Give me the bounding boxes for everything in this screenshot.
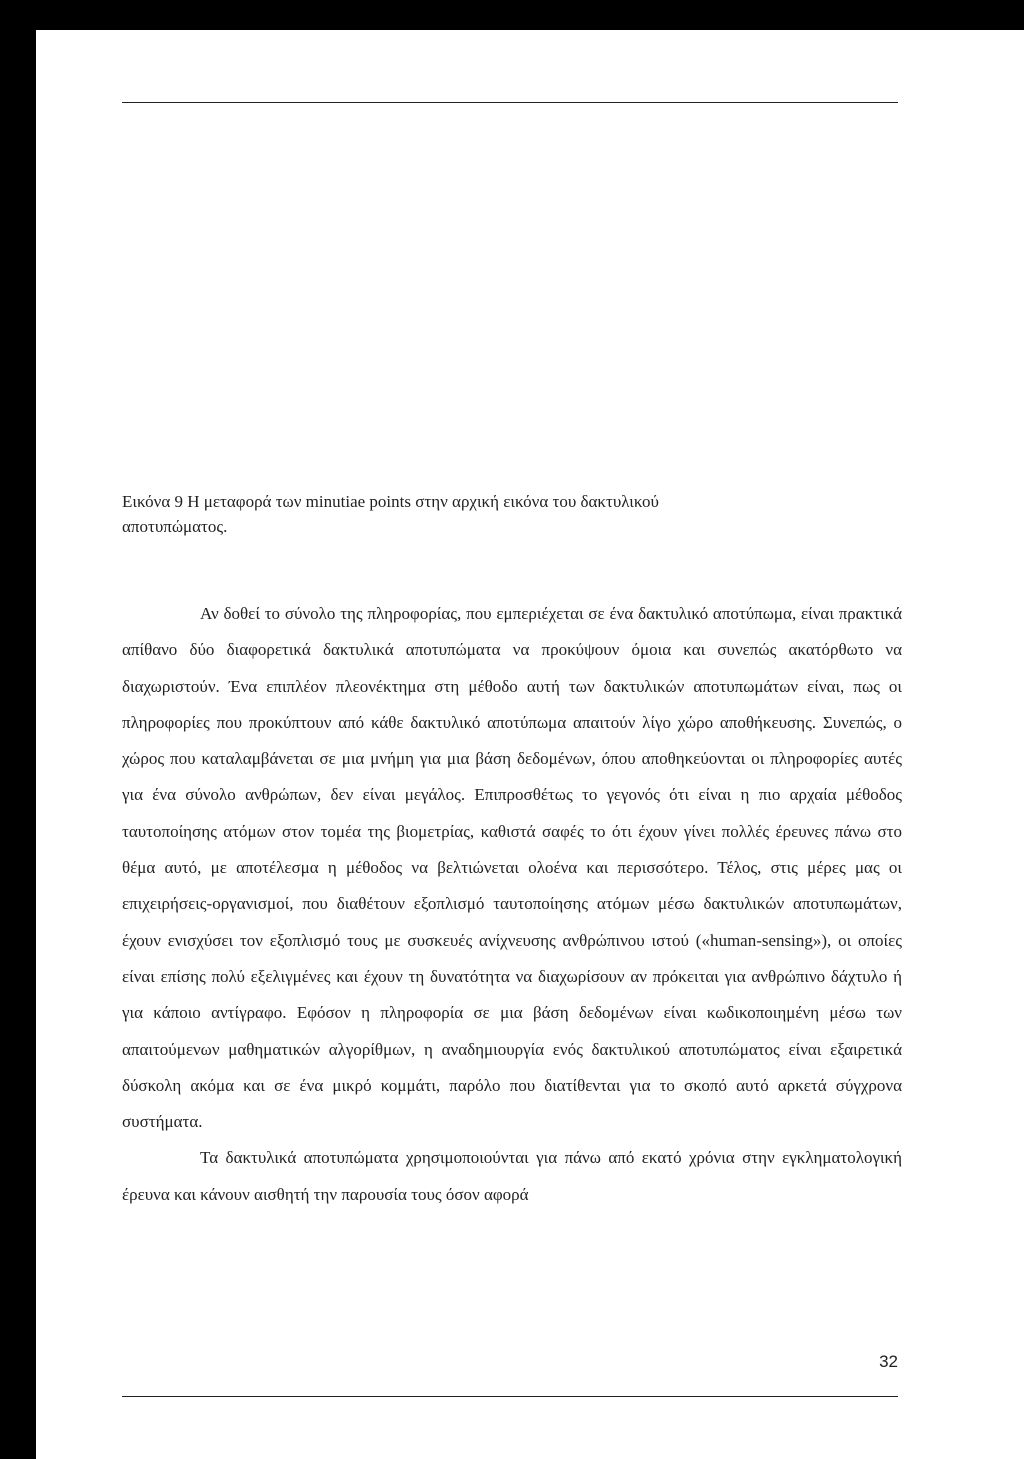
footer-rule: [122, 1396, 898, 1397]
paragraph-2: Τα δακτυλικά αποτυπώματα χρησιμοποιούνται για πάνω από εκατό χρόνια στην εγκληματολογική έρευνα και κάνουν αισθητή την παρουσία τους όσον αφορά: [122, 1148, 902, 1204]
caption-line-2: αποτυπώματος.: [122, 517, 228, 536]
caption-line-1: Εικόνα 9 Η μεταφορά των minutiae points στην αρχική εικόνα του δακτυλικού: [122, 492, 659, 511]
header-rule: [122, 102, 898, 103]
page-number: 32: [879, 1352, 898, 1371]
document-page: [36, 30, 1024, 1459]
figure-caption: [122, 489, 902, 539]
body-text: [122, 596, 902, 1213]
paragraph-1: Αν δοθεί το σύνολο της πληροφορίας, που εμπεριέχεται σε ένα δακτυλικό αποτύπωμα, είναι πρακτικά απίθανο δύο διαφορετικά δακτυλικά αποτυπώματα να προκύψουν όμοια και συνεπώς ακατόρθωτο να διαχωριστούν. Ένα επιπλέον πλεονέκτημα στη μέθοδο αυτή των δακτυλικών αποτυπωμάτων είναι, πως οι πληροφορίες που προκύπτουν από κάθε δακτυλικό αποτύπωμα απαιτούν λίγο χώρο αποθήκευσης. Συνεπώς, ο χώρος που καταλαμβάνεται σε μια μνήμη για μια βάση δεδομένων, όπου αποθηκεύονται οι πληροφορίες αυτές για ένα σύνολο ανθρώπων, δεν είναι μεγάλος. Επιπροσθέτως το γεγονός ότι είναι η πιο αρχαία μέθοδος ταυτοποίησης ατόμων στον τομέα της βιομετρίας, καθιστά σαφές το ότι έχουν γίνει πολλές έρευνες πάνω στο θέμα αυτό, με αποτέλεσμα η μέθοδος να βελτιώνεται ολοένα και περισσότερο. Τέλος, στις μέρες μας οι επιχειρήσεις-οργανισμοί, που διαθέτουν εξοπλισμό ταυτοποίησης ατόμων μέσω δακτυλικών αποτυπωμάτων, έχουν ενισχύσει τον εξοπλισμό τους με συσκευές ανίχνευσης ανθρώπινου ιστού («human-sensing»), οι οποίες είναι επίσης πολύ εξελιγμένες και έχουν τη δυνατότητα να διαχωρίσουν αν πρόκειται για ανθρώπινο δάχτυλο ή για κάποιο αντίγραφο. Εφόσον η πληροφορία σε μια βάση δεδομένων είναι κωδικοποιημένη μέσω των απαιτούμενων μαθηματικών αλγορίθμων, η αναδημιουργία ενός δακτυλικού αποτυπώματος είναι εξαιρετικά δύσκολη ακόμα και σε ένα μικρό κομμάτι, παρόλο που διατίθενται για το σκοπό αυτό αρκετά σύγχρονα συστήματα.: [122, 604, 902, 1132]
